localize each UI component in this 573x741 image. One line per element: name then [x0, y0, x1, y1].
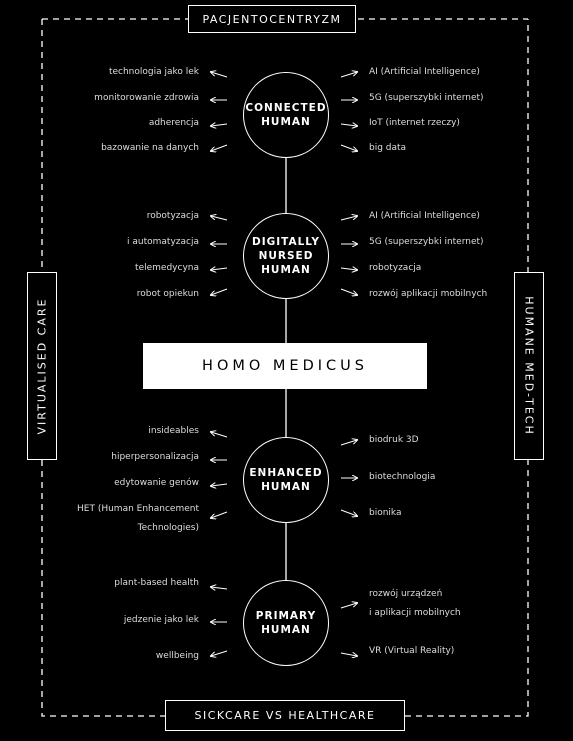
arrow-right — [341, 268, 357, 270]
arrow-left — [211, 145, 227, 151]
left-label: HET (Human Enhancement Technologies) — [77, 504, 199, 533]
arrow-left — [211, 432, 227, 437]
node-title: ENHANCED HUMAN — [249, 467, 323, 493]
left-label: bazowanie na danych — [101, 143, 199, 153]
right-label: biodruk 3D — [369, 435, 419, 445]
right-label: biotechnologia — [369, 472, 436, 482]
left-label: edytowanie genów — [114, 478, 199, 488]
arrow-left — [211, 484, 227, 486]
arrow-right — [341, 289, 357, 295]
arrow-right — [341, 216, 357, 220]
arrow-right — [341, 145, 357, 151]
arrow-right — [341, 653, 357, 656]
right-label: rozwój urządzeń i aplikacji mobilnych — [369, 589, 461, 618]
arrow-left — [211, 289, 227, 295]
left-label: i automatyzacja — [127, 237, 199, 247]
arrow-right — [341, 603, 357, 608]
left-label: monitorowanie zdrowia — [94, 93, 199, 103]
frame-right-label: HUMANE MED-TECH — [522, 296, 536, 436]
right-label: rozwój aplikacji mobilnych — [369, 289, 488, 299]
frame-left-label: VIRTUALISED CARE — [35, 297, 49, 435]
right-label: AI (Artificial Intelligence) — [369, 67, 480, 77]
right-label: 5G (superszybki internet) — [369, 237, 484, 247]
node-title: DIGITALLY NURSED HUMAN — [252, 236, 320, 276]
arrow-left — [211, 651, 227, 656]
left-label: robotyzacja — [146, 211, 199, 221]
right-label: 5G (superszybki internet) — [369, 93, 484, 103]
node-title: CONNECTED HUMAN — [245, 102, 327, 128]
arrow-right — [341, 72, 357, 77]
arrow-left — [211, 512, 227, 518]
left-label: technologia jako lek — [108, 67, 199, 77]
left-label: jedzenie jako lek — [123, 615, 199, 625]
right-label: bionika — [369, 508, 402, 518]
arrow-right — [341, 124, 357, 126]
left-label: telemedycyna — [135, 263, 199, 273]
arrow-left — [211, 124, 227, 126]
arrow-left — [211, 216, 227, 220]
arrow-right — [341, 510, 357, 516]
left-label: hiperpersonalizacja — [111, 452, 199, 462]
left-label: adherencja — [148, 118, 199, 128]
frame-bottom-label: SICKCARE VS HEALTHCARE — [165, 700, 405, 731]
left-label: robot opiekun — [136, 289, 199, 299]
left-label: wellbeing — [155, 651, 199, 661]
node-title: PRIMARY HUMAN — [255, 610, 317, 636]
right-label: VR (Virtual Reality) — [369, 646, 455, 656]
arrow-left — [211, 587, 227, 589]
arrow-left — [211, 268, 227, 270]
center-title: HOMO MEDICUS — [143, 343, 427, 389]
left-label: plant-based health — [114, 578, 199, 588]
right-label: big data — [369, 143, 407, 153]
right-label: IoT (internet rzeczy) — [369, 118, 460, 128]
right-label: AI (Artificial Intelligence) — [369, 211, 480, 221]
right-label: robotyzacja — [369, 263, 422, 273]
arrow-right — [341, 440, 357, 445]
frame-top-label: PACJENTOCENTRYZM — [188, 5, 356, 33]
left-label: insideables — [148, 426, 199, 436]
arrow-left — [211, 72, 227, 77]
